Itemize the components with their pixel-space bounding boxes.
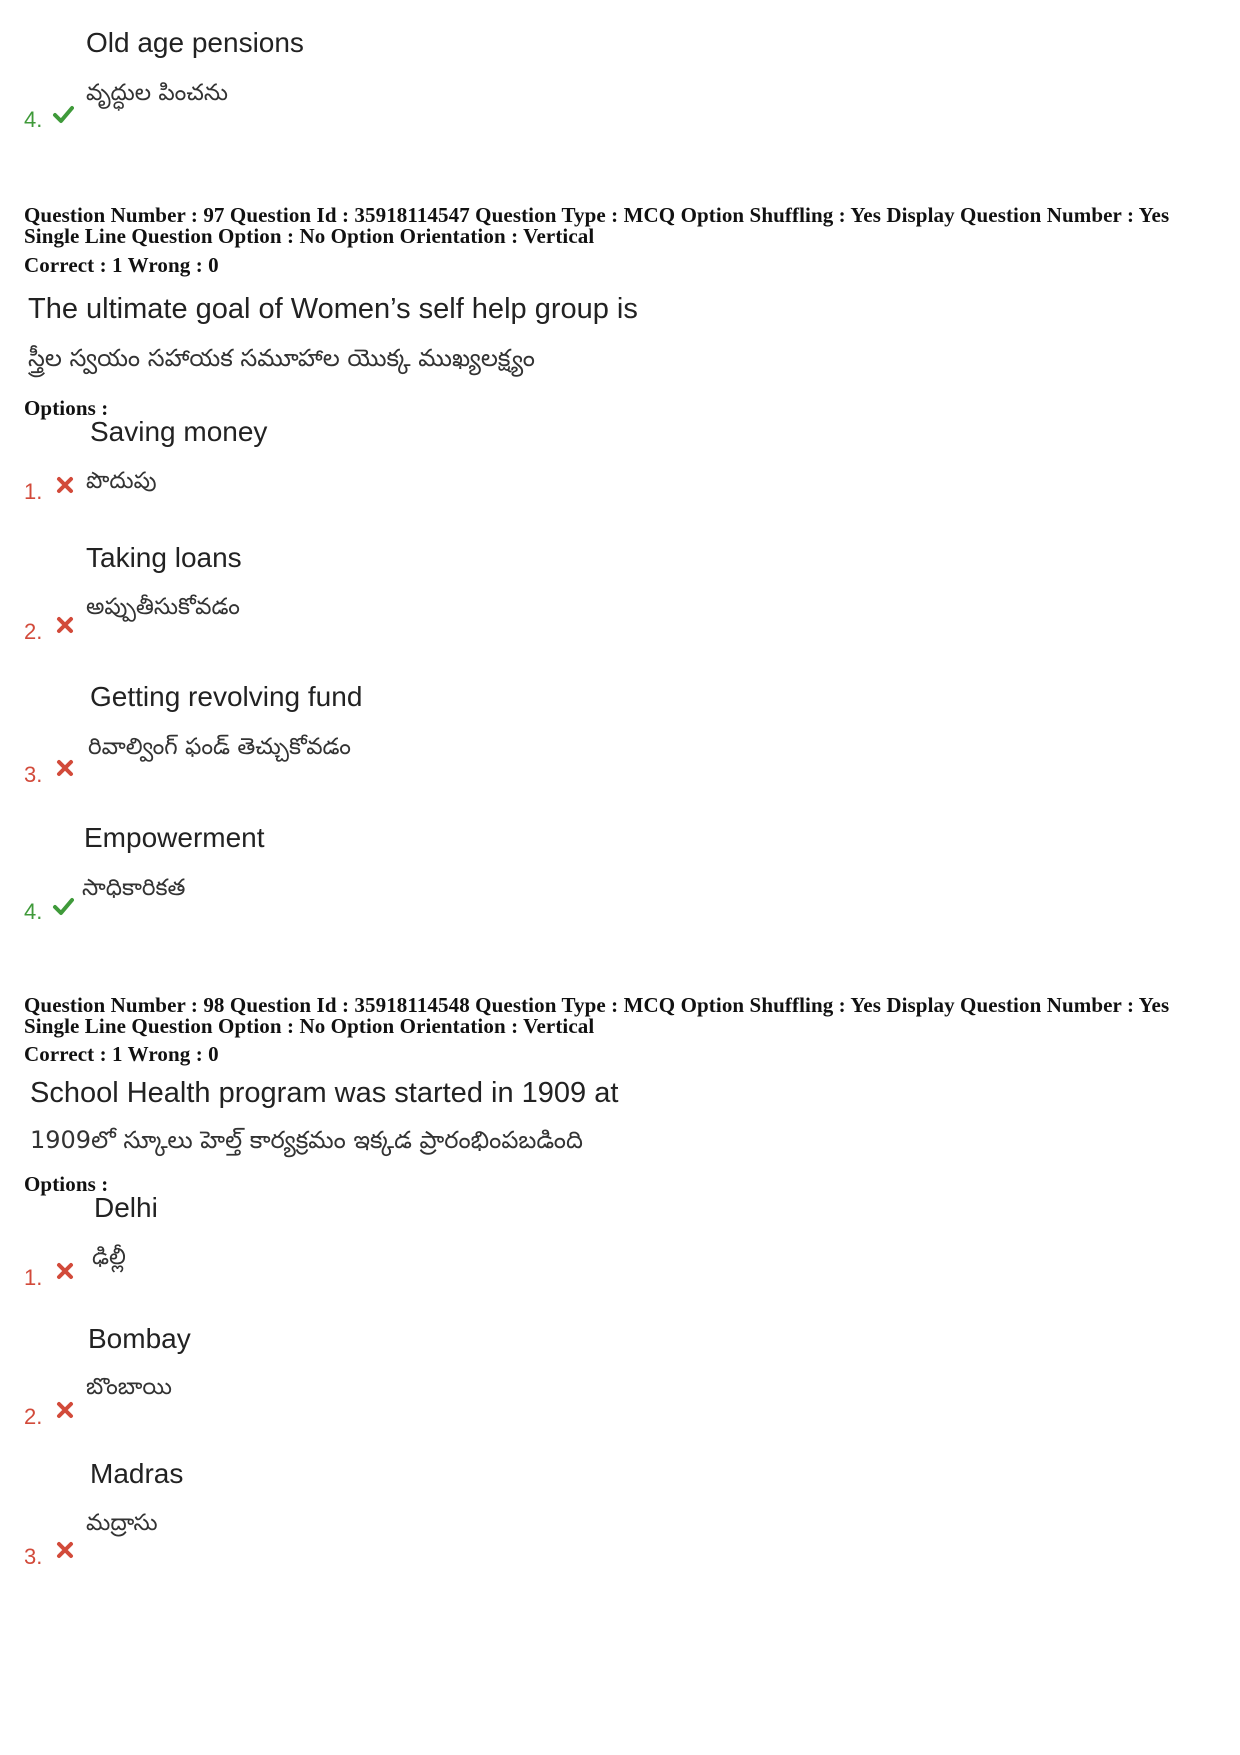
checkmark-icon <box>52 104 74 126</box>
prev-option-4-telugu: వృద్ధుల పించను <box>86 80 228 106</box>
question-97-option-4-telugu: సాధికారికత <box>82 875 186 901</box>
question-97-option-2-telugu: అప్పుతీసుకోవడం <box>86 594 240 620</box>
question-98-meta-line-2: Single Line Question Option : No Option Orientation : Vertical <box>24 1014 595 1038</box>
question-97-text-english: The ultimate goal of Women’s self help group is <box>28 293 638 325</box>
question-98-option-2-telugu: బొంబాయి <box>86 1374 172 1400</box>
question-98-text-english: School Health program was started in 1909 at <box>30 1077 619 1109</box>
question-97-option-2-number: 2. <box>24 619 43 644</box>
question-98-option-1-telugu: ఢిల్లీ <box>92 1244 126 1270</box>
question-97-option-3-number: 3. <box>24 762 43 787</box>
question-97-meta-line-1: Question Number : 97 Question Id : 35918114547 Question Type : MCQ Option Shuffling : Yes Display Question Number : Yes <box>24 203 1170 227</box>
question-97-option-4-english: Empowerment <box>84 822 265 853</box>
cross-icon <box>54 474 76 496</box>
question-98-option-3-number: 3. <box>24 1544 43 1569</box>
prev-option-4-number: 4. <box>24 107 43 132</box>
cross-icon <box>54 1399 76 1421</box>
question-97-marks: Correct : 1 Wrong : 0 <box>24 253 219 277</box>
question-97-options-label: Options : <box>24 396 109 420</box>
prev-option-4-english: Old age pensions <box>86 27 304 58</box>
question-97-option-1-telugu: పొదుపు <box>86 468 157 494</box>
cross-icon <box>54 757 76 779</box>
cross-icon <box>54 614 76 636</box>
question-98-option-1-number: 1. <box>24 1265 43 1290</box>
question-97-option-4-number: 4. <box>24 899 43 924</box>
question-98-meta-line-1: Question Number : 98 Question Id : 35918114548 Question Type : MCQ Option Shuffling : Yes Display Question Number : Yes <box>24 993 1170 1017</box>
question-97-option-2-english: Taking loans <box>86 542 242 573</box>
question-97-meta-line-2: Single Line Question Option : No Option Orientation : Vertical <box>24 224 595 248</box>
question-98-option-2-number: 2. <box>24 1404 43 1429</box>
question-97-option-1-english: Saving money <box>90 416 268 447</box>
cross-icon <box>54 1260 76 1282</box>
question-98-option-1-english: Delhi <box>94 1192 158 1223</box>
question-98-option-2-english: Bombay <box>88 1323 191 1354</box>
cross-icon <box>54 1539 76 1561</box>
question-98-option-3-english: Madras <box>90 1458 184 1489</box>
question-98-marks: Correct : 1 Wrong : 0 <box>24 1042 219 1066</box>
question-98-options-label: Options : <box>24 1172 109 1196</box>
question-97-option-3-telugu: రివాల్వింగ్ ఫండ్ తెచ్చుకోవడం <box>88 734 351 760</box>
checkmark-icon <box>52 896 74 918</box>
question-97-option-1-number: 1. <box>24 479 43 504</box>
question-98-option-3-telugu: మద్రాసు <box>86 1510 158 1536</box>
question-97-option-3-english: Getting revolving fund <box>90 681 363 712</box>
question-97-text-telugu: స్త్రీల స్వయం సహాయక సమూహాల యొక్క ముఖ్యలక్ష్యం <box>28 344 535 372</box>
question-98-text-telugu: 1909లో స్కూలు హెల్త్ కార్యక్రమం ఇక్కడ ప్రారంభింపబడింది <box>30 1126 583 1154</box>
